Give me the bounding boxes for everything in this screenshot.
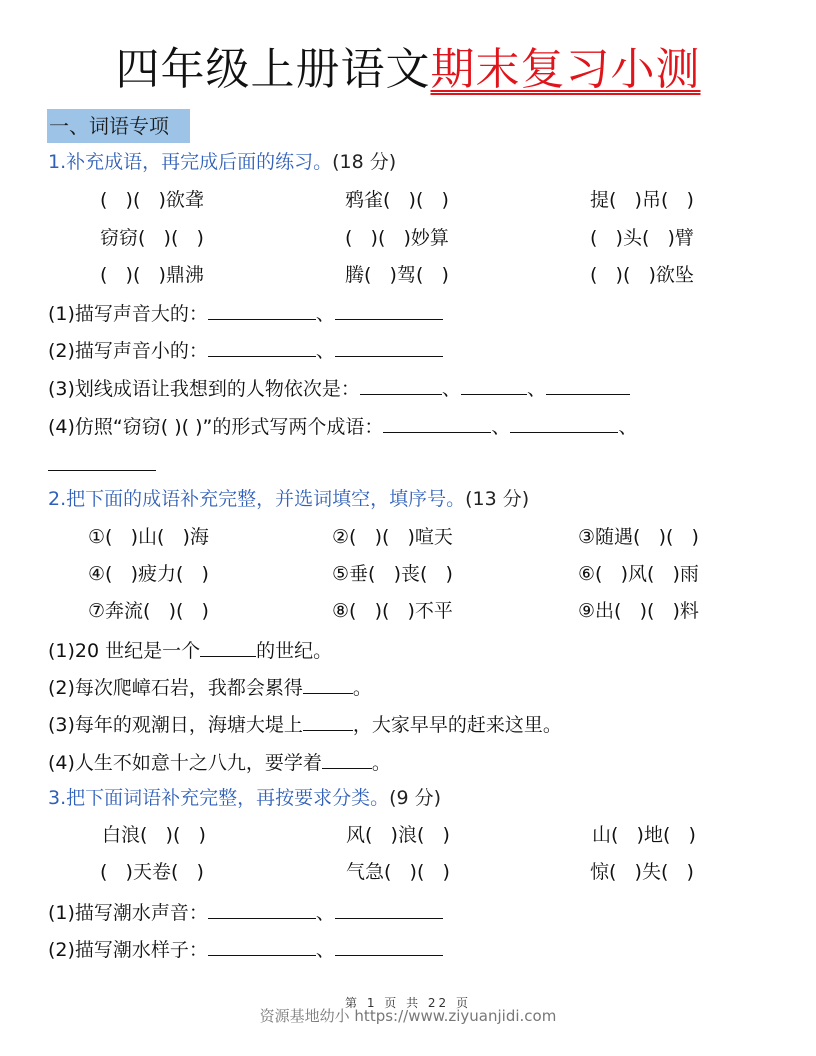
page-number: 第 1 页 共 22 页 bbox=[345, 996, 471, 1010]
idiom-row bbox=[0, 598, 816, 628]
q1-sub-2 bbox=[48, 336, 443, 364]
q1-sub-4-continued bbox=[48, 450, 156, 478]
question-points: (18 分) bbox=[332, 151, 397, 173]
answer-blank[interactable] bbox=[335, 935, 443, 956]
sub-question-label: (4)仿照“窃窃( )( )”的形式写两个成语： bbox=[48, 416, 384, 438]
sentence-text: (4)人生不如意十之八九，要学着 bbox=[48, 752, 322, 774]
q2-sub-4 bbox=[48, 748, 391, 776]
answer-blank[interactable] bbox=[461, 374, 527, 395]
answer-blank[interactable] bbox=[208, 898, 316, 919]
idiom-item[interactable]: ⑤垂( )丧( ) bbox=[332, 563, 453, 585]
idiom-row bbox=[0, 822, 816, 852]
question-3-title bbox=[48, 785, 441, 811]
section-heading-vocabulary: 一、词语专项 bbox=[47, 109, 190, 143]
sentence-text: 。 bbox=[352, 677, 372, 699]
sentence-text: 的世纪。 bbox=[256, 640, 333, 662]
sentence-text: (3)每年的观潮日，海塘大堤上 bbox=[48, 714, 303, 736]
title-grade-subject: 四年级上册语文 bbox=[115, 44, 431, 95]
idiom-item[interactable]: ⑧( )( )不平 bbox=[332, 600, 453, 622]
idiom-item[interactable]: 鸦雀( )( ) bbox=[345, 189, 449, 211]
idiom-item[interactable]: ⑥( )风( )雨 bbox=[578, 563, 699, 585]
question-text: 2.把下面的成语补充完整，并选词填空，填序号。 bbox=[48, 488, 466, 510]
idiom-row bbox=[0, 524, 816, 554]
page-title bbox=[0, 42, 816, 98]
q1-sub-4 bbox=[48, 412, 637, 440]
idiom-item[interactable]: ⑦奔流( )( ) bbox=[88, 600, 209, 622]
sub-question-label: (1)描写潮水声音： bbox=[48, 902, 208, 924]
idiom-item[interactable]: ( )( )妙算 bbox=[345, 227, 449, 249]
separator: 、 bbox=[315, 939, 335, 961]
answer-blank[interactable] bbox=[48, 450, 156, 471]
answer-blank[interactable] bbox=[322, 748, 372, 769]
answer-blank[interactable] bbox=[546, 374, 630, 395]
idiom-item[interactable]: 腾( )驾( ) bbox=[345, 264, 449, 286]
idiom-item[interactable]: ③随遇( )( ) bbox=[578, 526, 699, 548]
answer-blank[interactable] bbox=[208, 336, 316, 357]
answer-blank[interactable] bbox=[383, 412, 491, 433]
separator: 、 bbox=[618, 416, 638, 438]
answer-blank[interactable] bbox=[510, 412, 618, 433]
sub-question-label: (1)描写声音大的： bbox=[48, 303, 208, 325]
idiom-item[interactable]: ( )天卷( ) bbox=[100, 861, 204, 883]
q2-sub-3 bbox=[48, 710, 562, 738]
idiom-item[interactable]: 窃窃( )( ) bbox=[100, 227, 204, 249]
idiom-item[interactable]: ( )( )欲聋 bbox=[100, 189, 204, 211]
source-watermark: 资源基地幼小 https://www.ziyuanjidi.com bbox=[259, 1007, 557, 1025]
answer-blank[interactable] bbox=[200, 636, 256, 657]
idiom-row bbox=[0, 561, 816, 591]
q1-sub-1 bbox=[48, 299, 443, 327]
question-text: 3.把下面词语补充完整，再按要求分类。 bbox=[48, 787, 390, 809]
sentence-text: ，大家早早的赶来这里。 bbox=[352, 714, 562, 736]
idiom-item[interactable]: 山( )地( ) bbox=[592, 824, 696, 846]
q3-sub-2 bbox=[48, 935, 443, 963]
sentence-text: 。 bbox=[371, 752, 391, 774]
question-1-title bbox=[48, 149, 396, 175]
answer-blank[interactable] bbox=[335, 299, 443, 320]
separator: 、 bbox=[491, 416, 511, 438]
idiom-item[interactable]: ( )( )欲坠 bbox=[590, 264, 694, 286]
separator: 、 bbox=[315, 340, 335, 362]
idiom-item[interactable]: 白浪( )( ) bbox=[102, 824, 206, 846]
sub-question-label: (2)描写声音小的： bbox=[48, 340, 208, 362]
idiom-item[interactable]: ②( )( )喧天 bbox=[332, 526, 453, 548]
sub-question-label: (2)描写潮水样子： bbox=[48, 939, 208, 961]
idiom-item[interactable]: ⑨出( )( )料 bbox=[578, 600, 699, 622]
q2-sub-1 bbox=[48, 636, 332, 664]
sub-question-label: (3)划线成语让我想到的人物依次是： bbox=[48, 378, 360, 400]
separator: 、 bbox=[441, 378, 461, 400]
idiom-row bbox=[0, 859, 816, 889]
idiom-row bbox=[0, 262, 816, 292]
answer-blank[interactable] bbox=[335, 336, 443, 357]
separator: 、 bbox=[315, 902, 335, 924]
idiom-row bbox=[0, 187, 816, 217]
title-exam-name: 期末复习小测 bbox=[430, 44, 701, 95]
separator: 、 bbox=[315, 303, 335, 325]
answer-blank[interactable] bbox=[303, 673, 353, 694]
question-2-title bbox=[48, 486, 529, 512]
idiom-row bbox=[0, 225, 816, 255]
answer-blank[interactable] bbox=[360, 374, 442, 395]
idiom-item[interactable]: ④( )疲力( ) bbox=[88, 563, 209, 585]
idiom-item[interactable]: ①( )山( )海 bbox=[88, 526, 209, 548]
answer-blank[interactable] bbox=[208, 935, 316, 956]
idiom-item[interactable]: ( )( )鼎沸 bbox=[100, 264, 204, 286]
idiom-item[interactable]: 气急( )( ) bbox=[346, 861, 450, 883]
separator: 、 bbox=[526, 378, 546, 400]
question-points: (9 分) bbox=[389, 787, 442, 809]
idiom-item[interactable]: 提( )吊( ) bbox=[590, 189, 694, 211]
q1-sub-3 bbox=[48, 374, 630, 402]
q2-sub-2 bbox=[48, 673, 372, 701]
question-points: (13 分) bbox=[465, 488, 530, 510]
idiom-item[interactable]: 惊( )失( ) bbox=[590, 861, 694, 883]
answer-blank[interactable] bbox=[303, 710, 353, 731]
idiom-item[interactable]: 风( )浪( ) bbox=[346, 824, 450, 846]
sentence-text: (1)20 世纪是一个 bbox=[48, 640, 201, 662]
question-text: 1.补充成语，再完成后面的练习。 bbox=[48, 151, 333, 173]
q3-sub-1 bbox=[48, 898, 443, 926]
answer-blank[interactable] bbox=[335, 898, 443, 919]
answer-blank[interactable] bbox=[208, 299, 316, 320]
idiom-item[interactable]: ( )头( )臂 bbox=[590, 227, 694, 249]
sentence-text: (2)每次爬嶂石岩，我都会累得 bbox=[48, 677, 303, 699]
